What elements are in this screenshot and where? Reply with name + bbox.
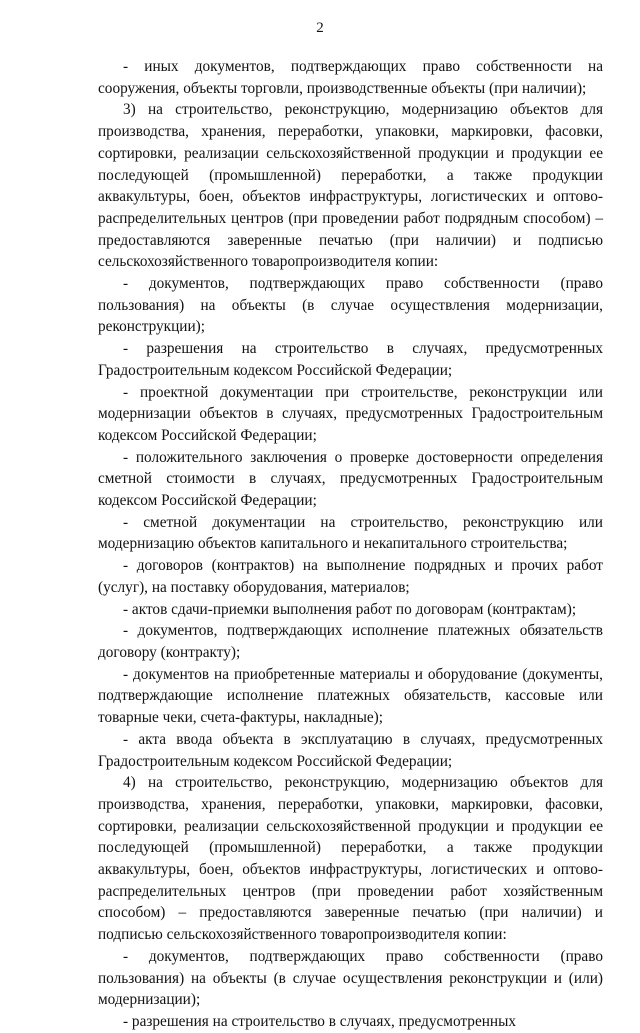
paragraph-ownership-docs: - документов, подтверждающих право собственности (право пользования) на объекты (в случае осуществления модернизации, реконструкции); — [98, 275, 603, 336]
paragraph-construction-permit-2: - разрешения на строительство в случаях, предусмотренных — [123, 1012, 517, 1030]
paragraph-project-documentation: - проектной документации при строительстве, реконструкции или модернизации объектов в случаях, предусмотренных Градостроительным кодексом Российской Федерации; — [98, 383, 603, 444]
paragraph-acceptance-acts: - актов сдачи-приемки выполнения работ по договорам (контрактам); — [123, 600, 577, 618]
paragraph-ownership-other-docs: - иных документов, подтверждающих право собственности на сооружения, объекты торговли, производственные объекты (при наличии); — [98, 58, 603, 97]
document-body — [98, 56, 603, 1033]
paragraph-contracts: - договоров (контрактов) на выполнение подрядных и прочих работ (услуг), на поставку оборудования, материалов; — [98, 557, 603, 596]
paragraph-item-3-contract-method: 3) на строительство, реконструкцию, модернизацию объектов для производства, хранения, переработки, упаковки, маркировки, фасовки, сортировки, реализации сельскохозяйственной продукции и продукции ее последующей (промышленной) переработки, а также продукции аквакультуры, боен, объектов инфраструктуры, логистических и оптово-распределительных центров (при проведении работ подрядным способом) – предоставляются заверенные печатью (при наличии) и подписью сельскохозяйственного товаропроизводителя копии: — [98, 101, 603, 271]
paragraph-construction-permit: - разрешения на строительство в случаях, предусмотренных Градостроительным кодексом Российской Федерации; — [98, 340, 603, 379]
paragraph-item-4-own-method: 4) на строительство, реконструкцию, модернизацию объектов для производства, хранения, переработки, упаковки, маркировки, фасовки, сортировки, реализации сельскохозяйственной продукции и продукции ее последующей (промышленной) переработки, а также продукции аквакультуры, боен, объектов инфраструктуры, логистических и оптово-распределительных центров (при проведении работ хозяйственным способом) – предоставляются заверенные печатью (при наличии) и подписью сельскохозяйственного товаропроизводителя копии: — [98, 774, 603, 944]
paragraph-ownership-docs-2: - документов, подтверждающих право собственности (право пользования) на объекты (в случае осуществления реконструкции и (или) модернизации); — [98, 947, 603, 1009]
paragraph-materials-documents: - документов на приобретенные материалы и оборудование (документы, подтверждающие исполнение платежных обязательств, кассовые или товарные чеки, счета-фактуры, накладные); — [98, 665, 603, 727]
paragraph-commissioning-act: - акта ввода объекта в эксплуатацию в случаях, предусмотренных Градостроительным кодексом Российской Федерации; — [98, 730, 603, 770]
paragraph-estimate-documentation: - сметной документации на строительство, реконструкцию или модернизацию объектов капитального и некапитального строительства; — [98, 513, 603, 553]
paragraph-positive-conclusion: - положительного заключения о проверке достоверности определения сметной стоимости в случаях, предусмотренных Градостроительным кодексом Российской Федерации; — [98, 448, 603, 510]
paragraph-payment-obligations: - документов, подтверждающих исполнение платежных обязательств договору (контракту); — [98, 622, 603, 661]
page-number: 2 — [316, 20, 324, 36]
